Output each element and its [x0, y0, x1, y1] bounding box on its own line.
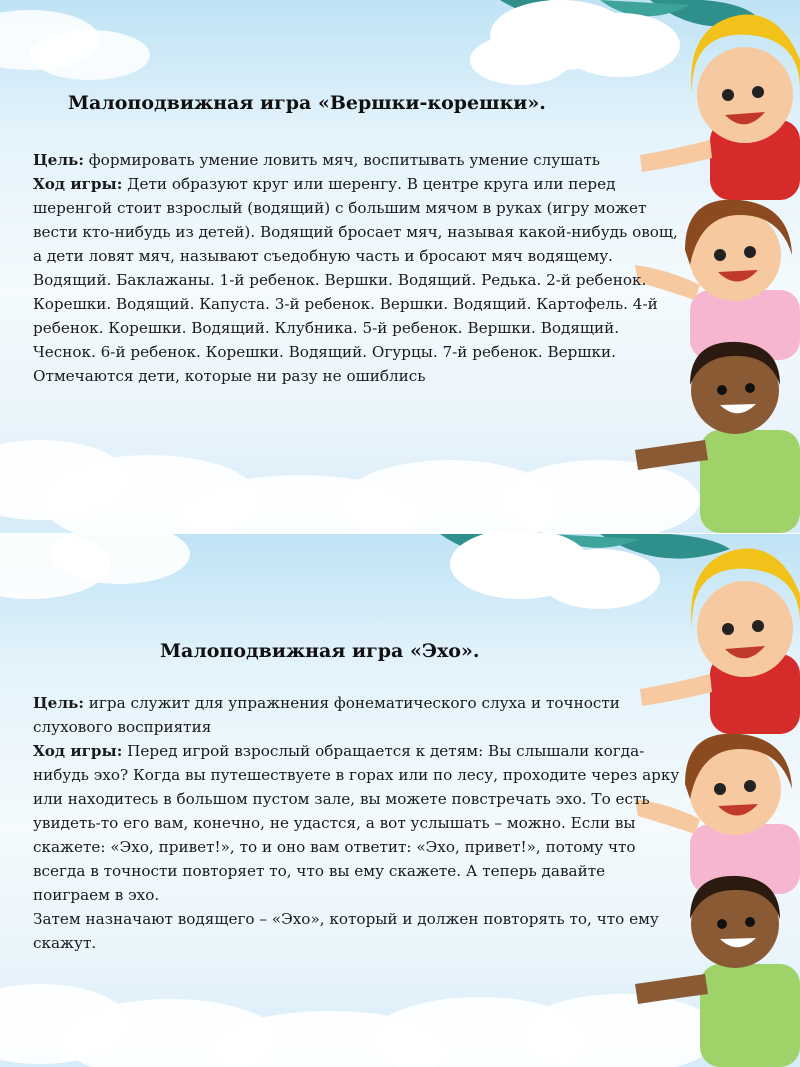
slide-body — [33, 691, 683, 955]
goal-label: Цель: — [33, 694, 84, 712]
goal-text: формировать умение ловить мяч, воспитывать умение слушать — [83, 151, 601, 169]
slide-body — [33, 148, 683, 388]
course-text: Дети образуют круг или шеренгу. В центре круга или перед шеренгой стоит взрослый (водящий) с большим мячом в руках (игру может вести кто-нибудь из детей). Водящий бросает мяч, называя какой-нибудь овощ, а дети ловят мяч, называют съедобную часть и бросают мяч водящему. Водящий. Баклажаны. 1-й ребенок. Вершки. Водящий. Редька. 2-й ребенок. Корешки. Водящий. Капуста. 3-й ребенок. Вершки. Водящий. Картофель. 4-й ребенок. Корешки. Водящий. Клубника. 5-й ребенок. Вершки. Водящий. Чеснок. 6-й ребенок. Корешки. Водящий. Огурцы. 7-й ребенок. Вершки. Отмечаются дети, которые ни разу не ошиблись — [33, 175, 678, 385]
course-text: Перед игрой взрослый обращается к детям: Вы слышали когда-нибудь эхо? Когда вы путешествуете в горах или по лесу, проходите через арку или находитесь в большом пустом зале, вы можете повстречать эхо. То есть увидеть-то его вам, конечно, не удастся, а вот услышать – можно. Если вы скажете: «Эхо, привет!», то и оно вам ответит: «Эхо, привет!», потому что всегда в точности повторяет то, что вы ему скажете. А теперь давайте поиграем в эхо. — [33, 742, 680, 904]
slide-title: Малоподвижная игра «Вершки-корешки». — [68, 92, 546, 114]
slide-echo — [0, 534, 800, 1067]
slide-vershki-koreshki — [0, 0, 800, 533]
goal-label: Цель: — [33, 151, 84, 169]
extra-text: Затем назначают водящего – «Эхо», который и должен повторять то, что ему скажут. — [33, 910, 659, 952]
course-label: Ход игры: — [33, 175, 123, 193]
goal-text: игра служит для упражнения фонематического слуха и точности слухового восприятия — [33, 694, 620, 736]
course-label: Ход игры: — [33, 742, 123, 760]
slide-title: Малоподвижная игра «Эхо». — [160, 640, 480, 662]
